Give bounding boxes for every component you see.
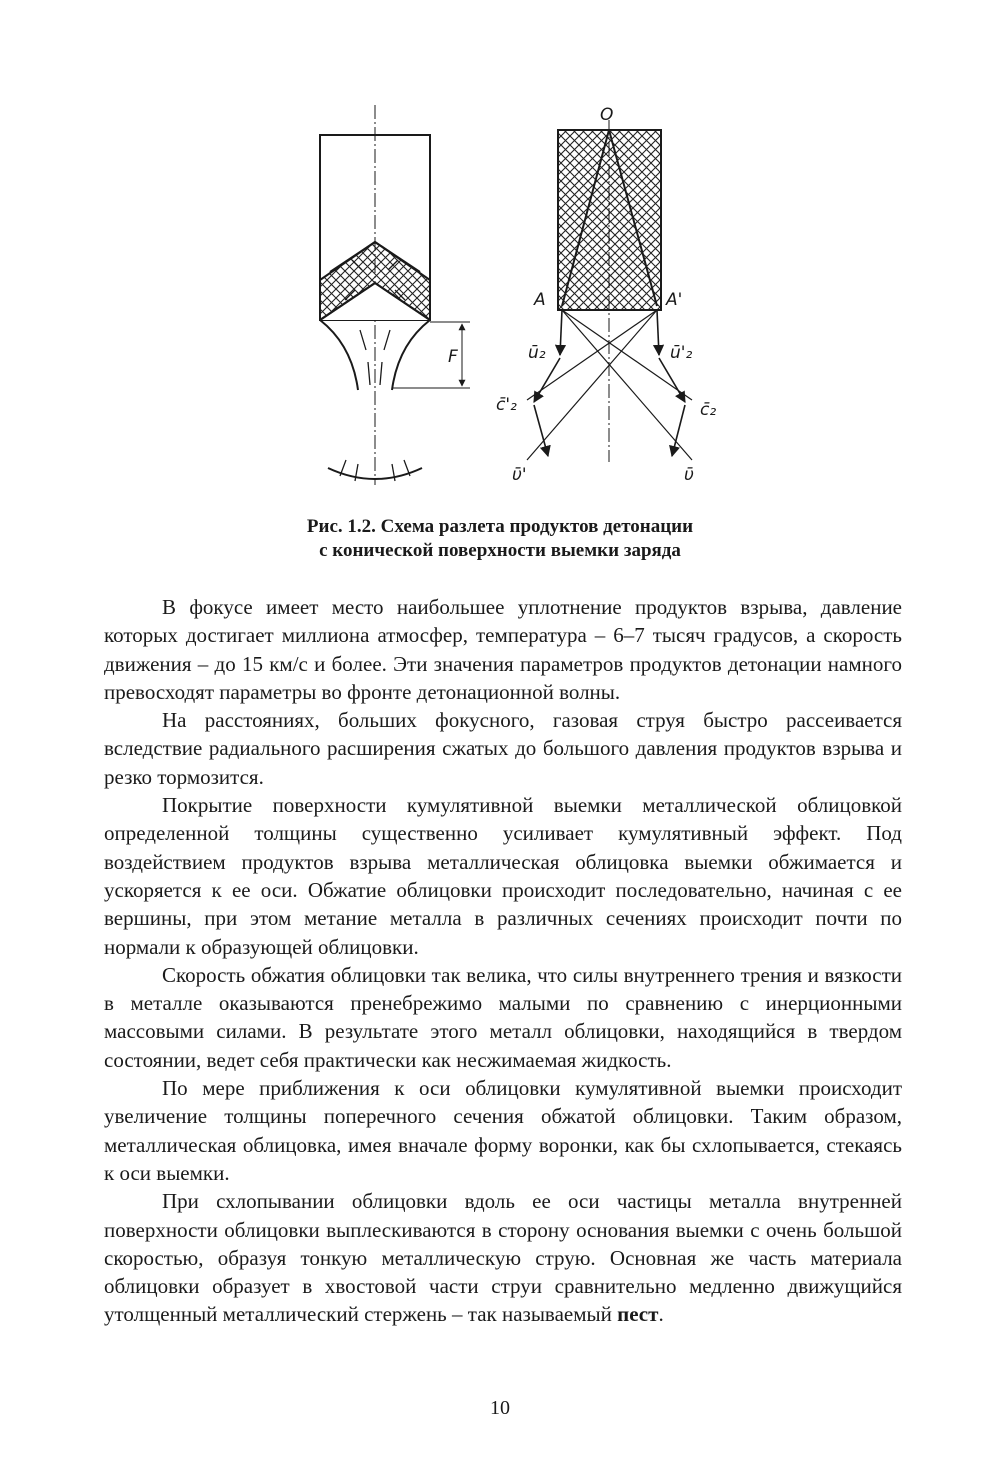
bold-term-pest: пест — [617, 1302, 659, 1327]
figure-detonation-scheme — [300, 100, 740, 495]
figure-caption — [0, 515, 1000, 563]
label-u2-prime: ū'₂ — [670, 343, 693, 363]
body-text — [104, 593, 902, 1329]
paragraph-last-end: . — [658, 1302, 664, 1327]
label-v-prime: ῡ' — [512, 465, 527, 485]
caption-line-2: с конической поверхности выемки заряда — [319, 540, 681, 561]
label-O: O — [600, 105, 614, 125]
label-c2: c̄₂ — [700, 400, 717, 420]
caption-line-1: Рис. 1.2. Схема разлета продуктов детонации — [306, 516, 694, 537]
left-charge-drawing — [320, 105, 470, 485]
page-number: 10 — [490, 1397, 510, 1419]
paragraph: По мере приближения к оси облицовки кумулятивной выемки происходит увеличение толщины поперечного сечения обжатой облицовки. Таким образом, металлическая облицовка, имея вначале форму воронки, как бы схлопывается, стекаясь к оси выемки. — [104, 1076, 902, 1185]
paragraph-last — [104, 1187, 902, 1328]
paragraph: На расстояниях, больших фокусного, газовая струя быстро рассеивается вследствие радиального расширения сжатых до большого давления продуктов взрыва и резко тормозится. — [104, 708, 902, 789]
label-c2-prime: c̄'₂ — [496, 395, 517, 415]
label-u2: ū₂ — [528, 343, 546, 363]
label-A: A — [534, 290, 546, 310]
paragraph: Скорость обжатия облицовки так велика, что силы внутреннего трения и вязкости в металле оказываются пренебрежимо малыми по сравнению с инерционными массовыми силами. В результате этого металл облицовки, находящийся в твердом состоянии, ведет себя практически как несжимаемая жидкость. — [104, 962, 902, 1072]
label-v: ῡ — [684, 465, 694, 485]
label-F: F — [448, 347, 458, 367]
paragraph: В фокусе имеет место наибольшее уплотнение продуктов взрыва, давление которых достигает миллиона атмосфер, температура – 6–7 тысяч градусов, а скорость движения – до 15 км/с и более. Эти значения параметров продуктов детонации намного превосходят параметры во фронте детонационной волны. — [104, 595, 902, 704]
paragraph: Покрытие поверхности кумулятивной выемки металлической облицовкой определенной толщины существенно усиливает кумулятивный эффект. Под воздействием продуктов взрыва металлическая облицовка выемки обжимается и ускоряется к ее оси. Обжатие облицовки происходит последовательно, начиная с ее вершины, при этом метание металла в различных сечениях происходит почти по нормали к образующей облицовки. — [104, 793, 902, 959]
paragraph-last-text: При схлопывании облицовки вдоль ее оси частицы металла внутренней поверхности облицовки выплескиваются в сторону основания выемки с очень большой скоростью, образуя тонкую металлическую струю. Основная же часть материала облицовки образует в хвостовой части струи сравнительно медленно движущийся утолщенный металлический стержень – так называемый — [104, 1189, 902, 1327]
label-A-prime: A' — [666, 290, 683, 310]
